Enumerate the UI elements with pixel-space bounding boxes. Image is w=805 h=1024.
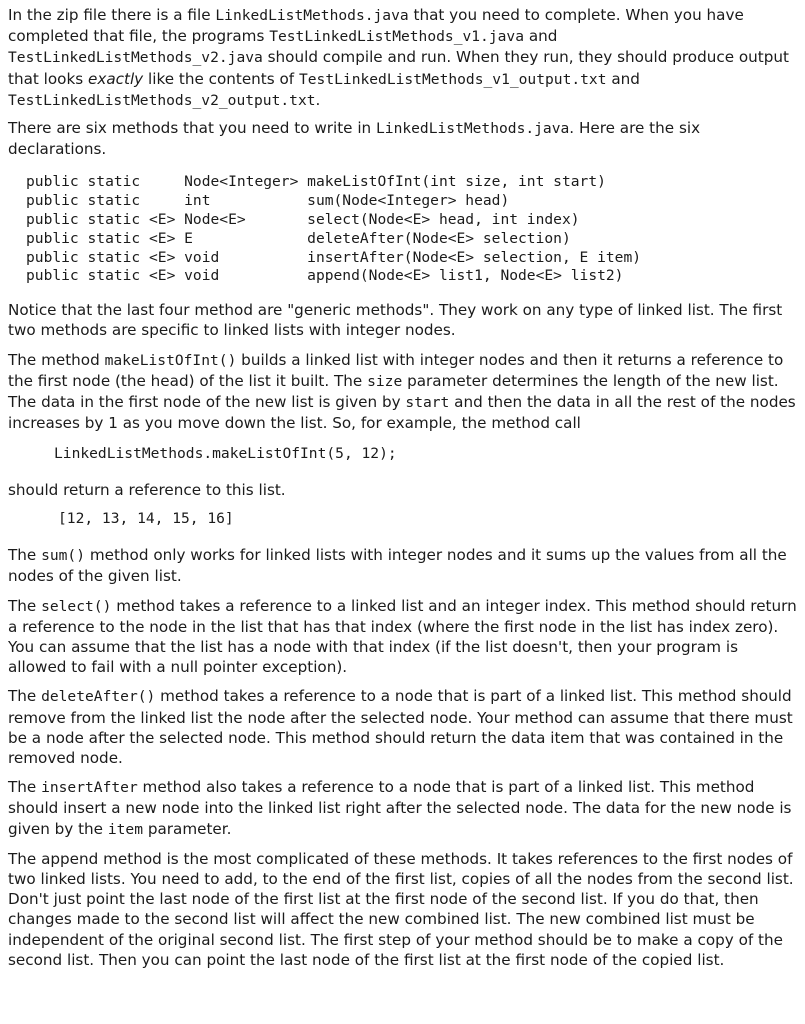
sum-paragraph: [8, 545, 797, 586]
text: and: [606, 69, 640, 88]
text: that you need to complete. When you have completed that file, the programs: [8, 6, 744, 46]
filename-linkedlistmethods: LinkedListMethods.java: [376, 120, 570, 138]
code-deleteafter: deleteAfter(): [41, 688, 156, 706]
text: . Here are the six declarations.: [8, 119, 701, 159]
deleteafter-paragraph: [8, 686, 797, 768]
code-insertafter: insertAfter: [41, 779, 138, 797]
text: The: [8, 778, 42, 797]
text: parameter.: [143, 819, 232, 838]
text: method also takes a reference to a node that is part of a linked list. This method should insert a new node into the linked list right after the selected node. The data for the new node is given by the: [8, 778, 792, 838]
text: method only works for linked lists with integer nodes and it sums up the values from all the nodes of the given list.: [8, 546, 787, 586]
example-call-code: LinkedListMethods.makeListOfInt(5, 12);: [54, 445, 397, 463]
example-result-intro: should return a reference to this list.: [8, 481, 286, 500]
text: parameter determines the length of the new list. The data in the first node of the new list is given by: [8, 371, 779, 412]
filename-linkedlistmethods: LinkedListMethods.java: [215, 7, 409, 24]
text: The: [8, 546, 42, 565]
code-item: item: [107, 820, 144, 838]
text: In the zip file there is a file: [8, 6, 216, 24]
generic-methods-paragraph: Notice that the last four method are "generic methods". They work on any type of linked list. The first two methods are specific to linked lists with integer nodes.: [8, 301, 783, 340]
select-paragraph: [8, 596, 797, 678]
text: and: [524, 27, 558, 46]
makelistofint-paragraph: [8, 350, 797, 434]
text: The method: [8, 350, 105, 369]
filename-test-v1: TestLinkedListMethods_v1.java: [269, 28, 524, 46]
text: like the contents of: [143, 69, 299, 88]
code-size: size: [367, 372, 403, 390]
append-paragraph: The append method is the most complicated of these methods. It takes references to the first nodes of two linked lists. You need to add, to the end of the first list, copies of all the nodes from the second list. Don't just point the last node of the first list at the first node of the second list. If you do that, then changes made to the second list will affect the new combined list. The new combined list must be independent of the original second list. The first step of your method should be to make a copy of the second list. Then you can point the last node of the first list at the first node of the copied list.: [8, 849, 794, 969]
filename-test-v2: TestLinkedListMethods_v2.java: [8, 49, 263, 67]
insertafter-paragraph: [8, 777, 797, 840]
intro-paragraph: [8, 5, 797, 111]
filename-output-v2: TestLinkedListMethods_v2_output.txt: [8, 91, 316, 109]
example-result-list: [12, 13, 14, 15, 16]: [58, 510, 234, 528]
code-select: select(): [41, 597, 112, 615]
emphasis-exactly: exactly: [88, 69, 144, 88]
code-makelistofint: makeListOfInt(): [104, 351, 237, 369]
text: method takes a reference to a node that is part of a linked list. This method should remove from the linked list the node after the selected node. Your method can assume that there must be a node after the selected node. This method should return the data item that was contained in the removed node.: [8, 687, 793, 768]
method-declarations-code: public static Node<Integer> makeListOfInt(int size, int start) public static int sum(Node<Integer> head) public static <E> Node<E> select(Node<E> head, int index) public static <E> E deleteAfter(Node<E> selection) public static <E> void insertAfter(Node<E> selection, E item) public static <E> void append(Node<E> list1, Node<E> list2): [26, 173, 642, 285]
text: The: [8, 687, 42, 706]
code-sum: sum(): [41, 547, 86, 565]
text: and then the data in all the rest of the nodes increases by 1 as you move down the list. So, for example, the method call: [8, 393, 796, 433]
text: should compile and run. When they run, they should produce output that looks: [8, 48, 789, 88]
text: .: [315, 90, 321, 109]
text: method takes a reference to a linked list and an integer index. This method should return a reference to the node in the list that has that index (where the first node in the list has index zero). You can assume that the list has a node with that index (if the list doesn't, then your program is allowed to fail with a null pointer exception).: [8, 596, 797, 677]
text: builds a linked list with integer nodes and then it returns a reference to the first node (the head) of the list it built. The: [8, 350, 784, 390]
text: The: [8, 596, 42, 615]
filename-output-v1: TestLinkedListMethods_v1_output.txt: [298, 70, 607, 88]
code-start: start: [405, 394, 450, 412]
methods-intro-paragraph: [8, 118, 797, 159]
text: There are six methods that you need to write in: [8, 119, 376, 138]
